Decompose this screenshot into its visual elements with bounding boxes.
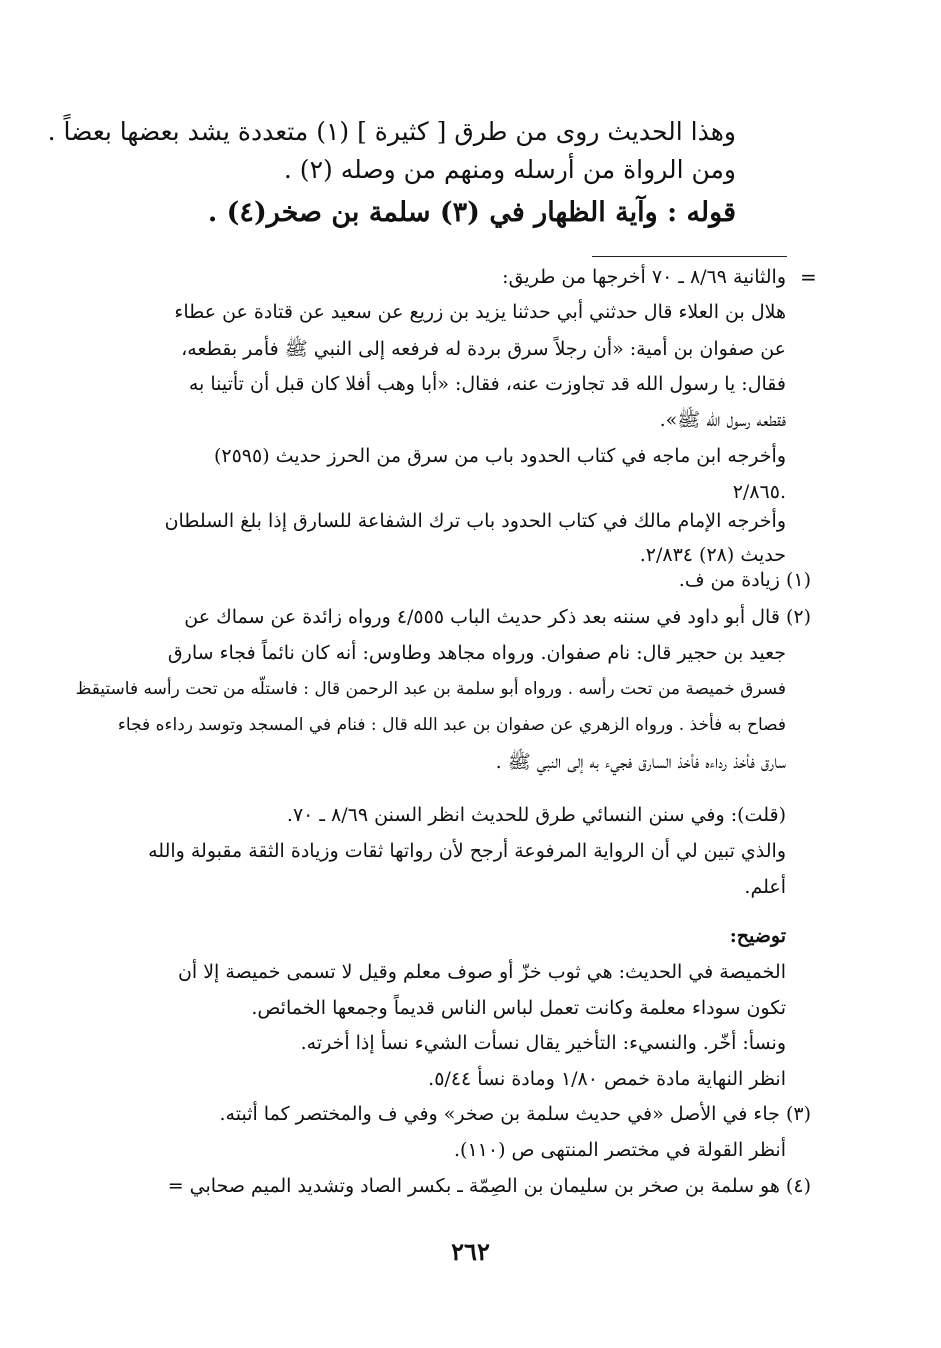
page-number: ٢٦٢ <box>451 1237 490 1266</box>
footnote-line: عن صفوان بن أمية: «أن رجلاً سرق بردة له فرفعه إلى النبي ﷺ فأمر بقطعه، <box>181 338 786 360</box>
footnote-line: والثانية ٨/٦٩ ـ ٧٠ أخرجها من طريق: <box>502 266 786 288</box>
footnote-line: هلال بن العلاء قال حدثني أبي حدثنا يزيد بن زريع عن سعيد عن قتادة عن عطاء <box>174 301 786 323</box>
footnote-1: (١) زيادة من ف. <box>678 569 811 591</box>
footnote-line: أعلم. <box>744 876 786 898</box>
clarification-heading: توضيح: <box>729 925 786 947</box>
footnote-line: ونسأ: أخّر. والنسيء: التأخير يقال نسأت الشيء نسأ إذا أخرته. <box>300 1032 786 1054</box>
main-text-line: وهذا الحديث روى من طرق [ كثيرة ] (١) متعددة يشد بعضها بعضاً . <box>47 117 736 146</box>
heading-line: قوله : وآية الظهار في (٣) سلمة بن صخر(٤) . <box>207 197 736 228</box>
footnote-line: تكون سوداء معلمة وكانت تعمل لباس الناس قديماً وجمعها الخمائص. <box>251 997 786 1019</box>
footnote-line: فقال: يا رسول الله قد تجاوزت عنه، فقال: «أبا وهب أفلا كان قبل أن تأتينا به <box>188 373 786 395</box>
footnote-line: أنظر القولة في مختصر المنتهى ص (١١٠). <box>454 1139 786 1161</box>
footnote-3: (٣) جاء في الأصل «في حديث سلمة بن صخر» وفي ف والمختصر كما أثبته. <box>219 1103 811 1125</box>
footnote-line: وأخرجه ابن ماجه في كتاب الحدود باب من سرق من الحرز حديث (٢٥٩٥) <box>213 445 786 467</box>
footnote-4: (٤) هو سلمة بن صخر بن سليمان بن الصِمّة ـ بكسر الصاد وتشديد الميم صحابي = <box>167 1175 811 1197</box>
footnote-line: حديث (٢٨) ٢/٨٣٤. <box>639 544 786 566</box>
footnote-line: انظر النهاية مادة خمص ١/٨٠ ومادة نسأ ٥/٤٤. <box>428 1068 786 1090</box>
footnote-line: فصاح به فأخذ . ورواه الزهري عن صفوان بن عبد الله قال : فنام في المسجد وتوسد رداءه فجاء <box>117 715 786 735</box>
footnote-line: فسرق خميصة من تحت رأسه . ورواه أبو سلمة بن عبد الرحمن قال : فاستلّه من تحت رأسه فاستيقظ <box>75 679 786 699</box>
footnote-line: ٢/٨٦٥. <box>732 481 786 503</box>
footnote-line: وأخرجه الإمام مالك في كتاب الحدود باب ترك الشفاعة للسارق إذا بلغ السلطان <box>164 510 786 532</box>
footnote-line: جعيد بن حجير قال: نام صفوان. ورواه مجاهد وطاوس: أنه كان نائماً فجاء سارق <box>167 642 786 664</box>
footnote-line: الخميصة في الحديث: هي ثوب خزّ أو صوف معلم وقيل لا تسمى خميصة إلا أن <box>177 961 786 983</box>
footnote-line: والذي تبين لي أن الرواية المرفوعة أرجح لأن رواتها ثقات وزيادة الثقة مقبولة والله <box>148 840 786 862</box>
main-text-line: ومن الرواة من أرسله ومنهم من وصله (٢) . <box>283 155 736 184</box>
footnote-line: سارق فأخذ رداءه فأخذ السارق فجيء به إلى النبي ﷺ . <box>495 751 786 773</box>
footnote-separator <box>592 256 787 257</box>
carry-over-mark: = <box>800 265 817 289</box>
footnote-line: (قلت): وفي سنن النسائي طرق للحديث انظر السنن ٨/٦٩ ـ ٧٠. <box>286 804 786 826</box>
footnote-line: فقطعه رسول الله ﷺ». <box>659 409 786 431</box>
footnote-2: (٢) قال أبو داود في سننه بعد ذكر حديث الباب ٤/٥٥٥ ورواه زائدة عن سماك عن <box>184 606 811 628</box>
